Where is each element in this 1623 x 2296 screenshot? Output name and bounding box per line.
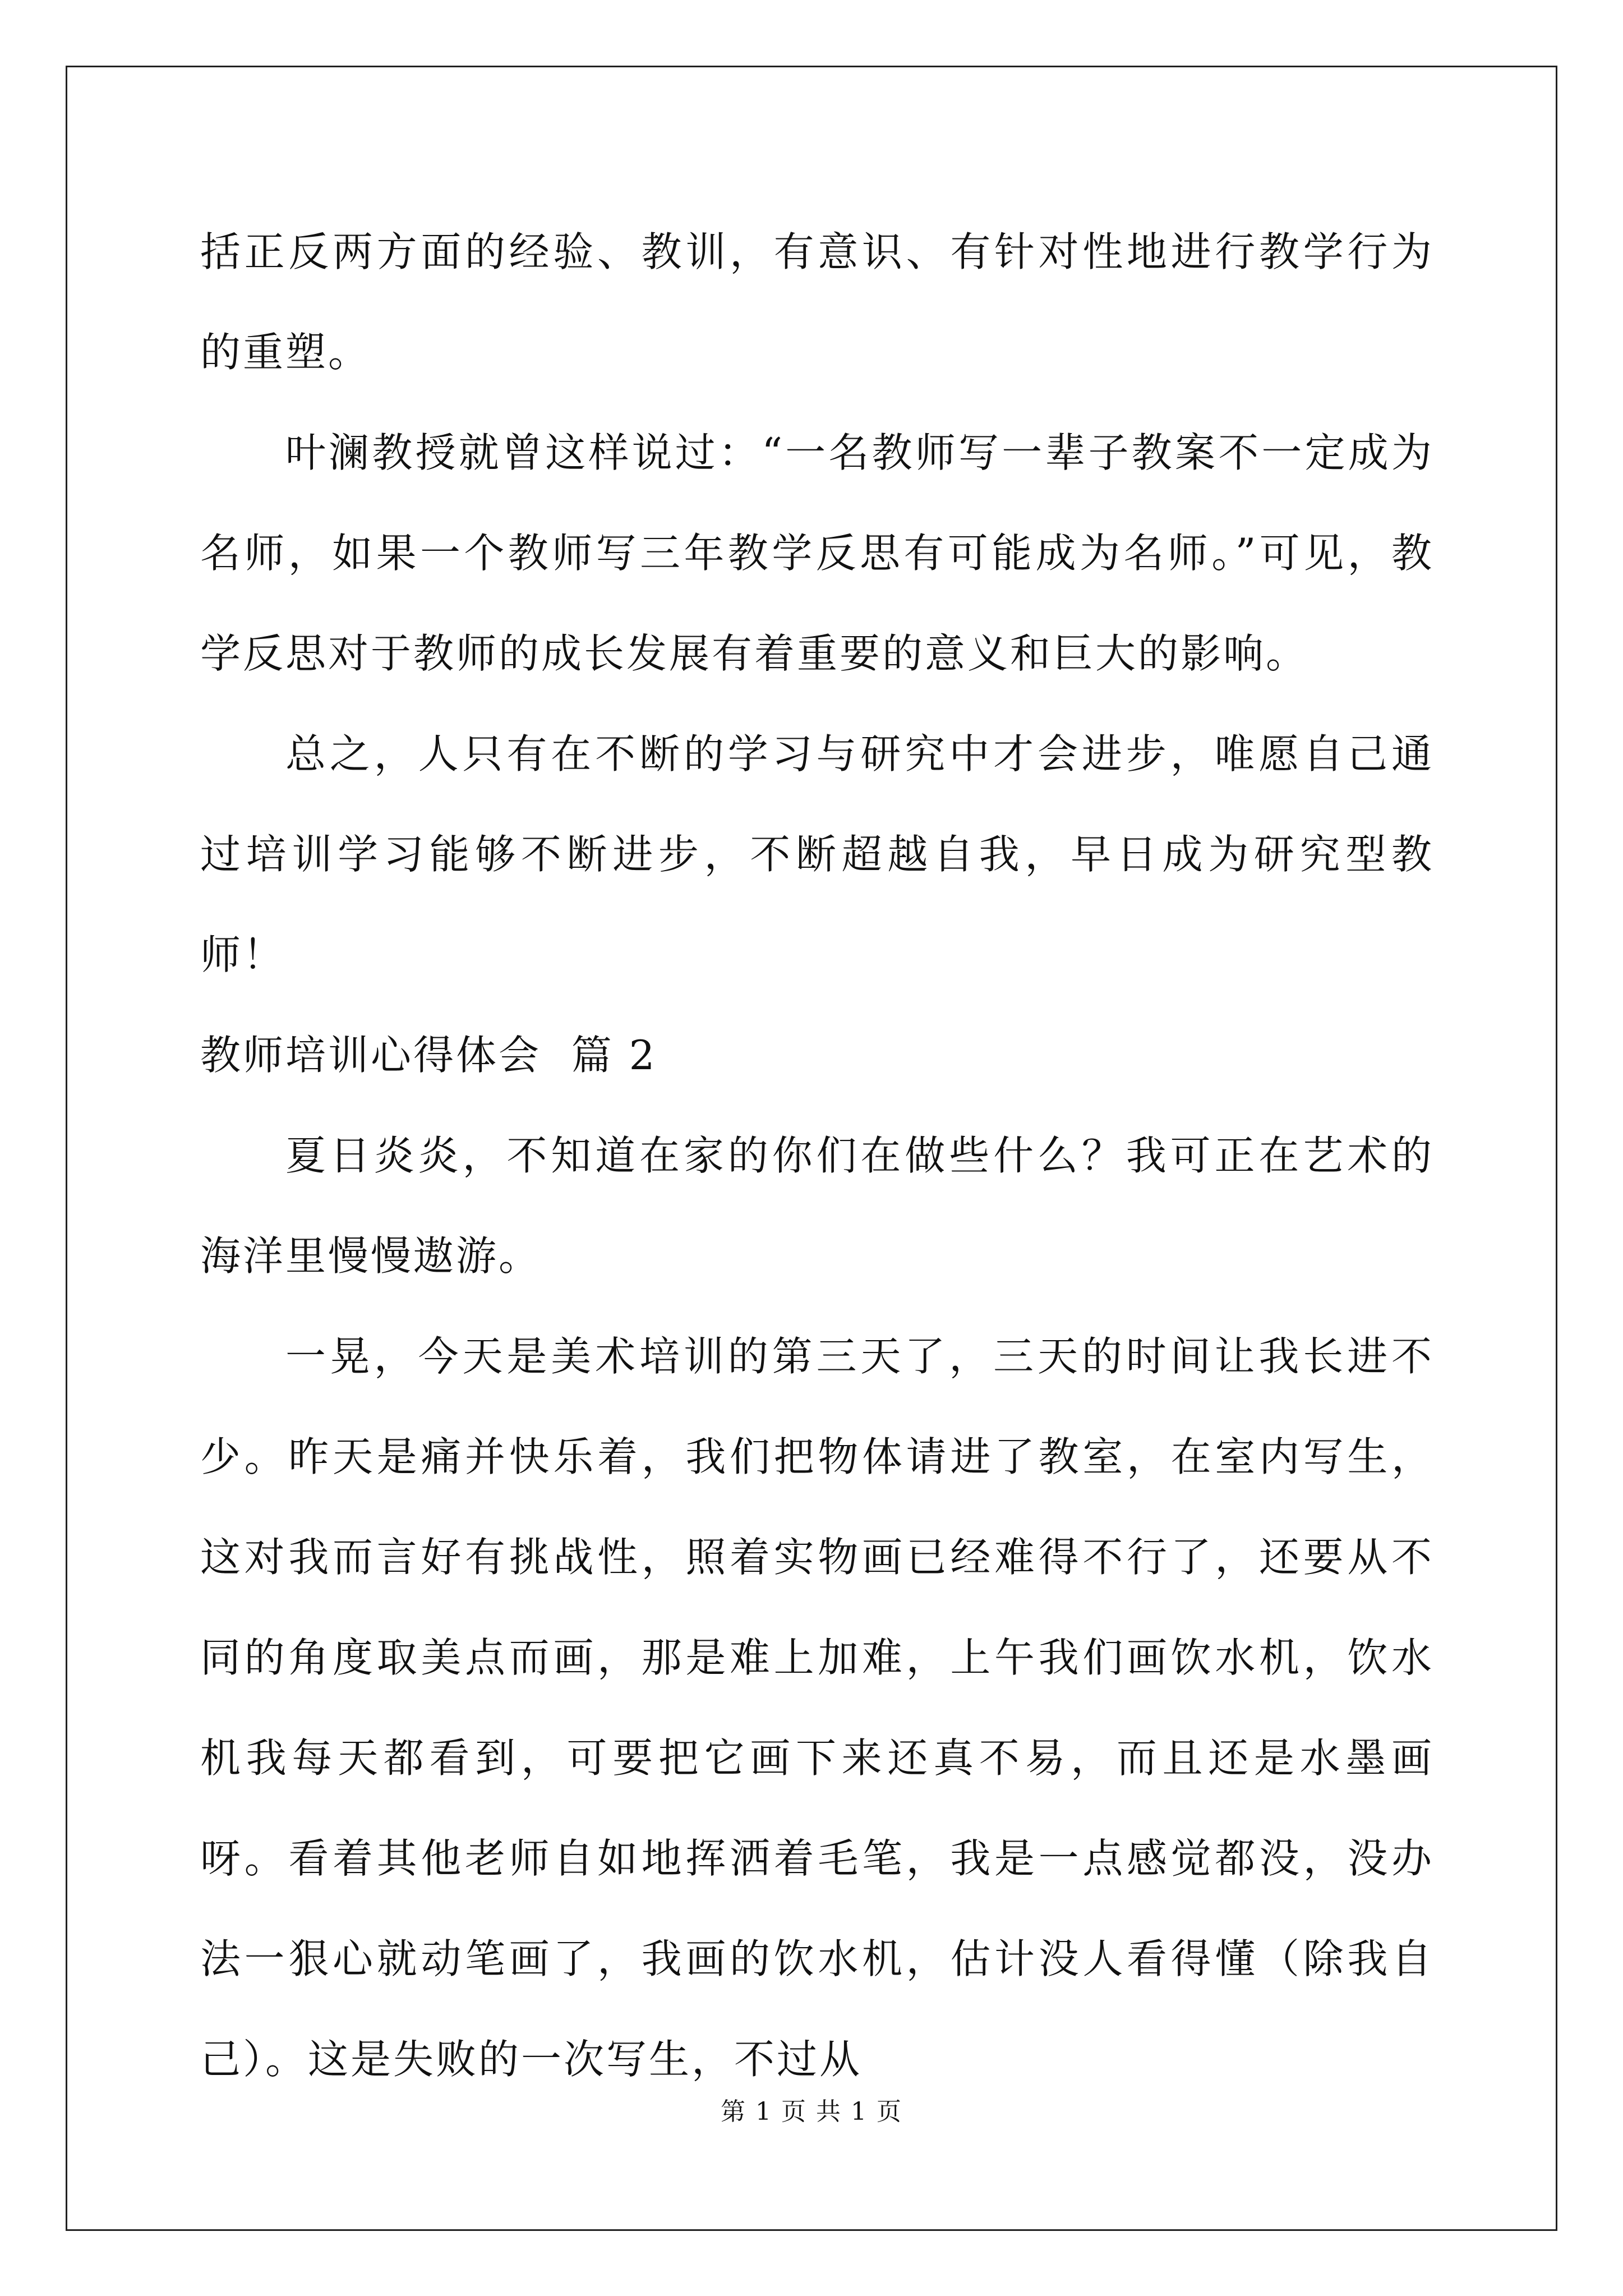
- paragraph: 叶澜教授就曾这样说过：“一名教师写一辈子教案不一定成为名师，如果一个教师写三年教学反思有可能成为名师。”可见，教学反思对于教师的成长发展有着重要的意义和巨大的影响。: [200, 429, 1434, 677]
- paragraph: 夏日炎炎，不知道在家的你们在做些什么？我可正在艺术的海洋里慢慢遨游。: [200, 1132, 1434, 1280]
- paragraph: 总之，人只有在不断的学习与研究中才会进步，唯愿自己通过培训学习能够不断进步，不断超越自我，早日成为研究型教师！: [200, 730, 1434, 978]
- paragraph: 括正反两方面的经验、教训，有意识、有针对性地进行教学行为的重塑。: [200, 228, 1434, 376]
- section-heading: 教师培训心得体会 篇 2: [200, 1032, 657, 1079]
- page-footer: 第 1 页 共 1 页: [721, 2097, 902, 2126]
- document-body: [200, 202, 1434, 2110]
- paragraph: 一晃，今天是美术培训的第三天了，三天的时间让我长进不少。昨天是痛并快乐着，我们把物体请进了教室，在室内写生，这对我而言好有挑战性，照着实物画已经难得不行了，还要从不同的角度取美点而画，那是难上加难，上午我们画饮水机，饮水机我每天都看到，可要把它画下来还真不易，而且还是水墨画呀。看着其他老师自如地挥洒着毛笔，我是一点感觉都没，没办法一狠心就动笔画了，我画的饮水机，估计没人看得懂（除我自己）。这是失败的一次写生，不过从: [200, 1333, 1434, 2083]
